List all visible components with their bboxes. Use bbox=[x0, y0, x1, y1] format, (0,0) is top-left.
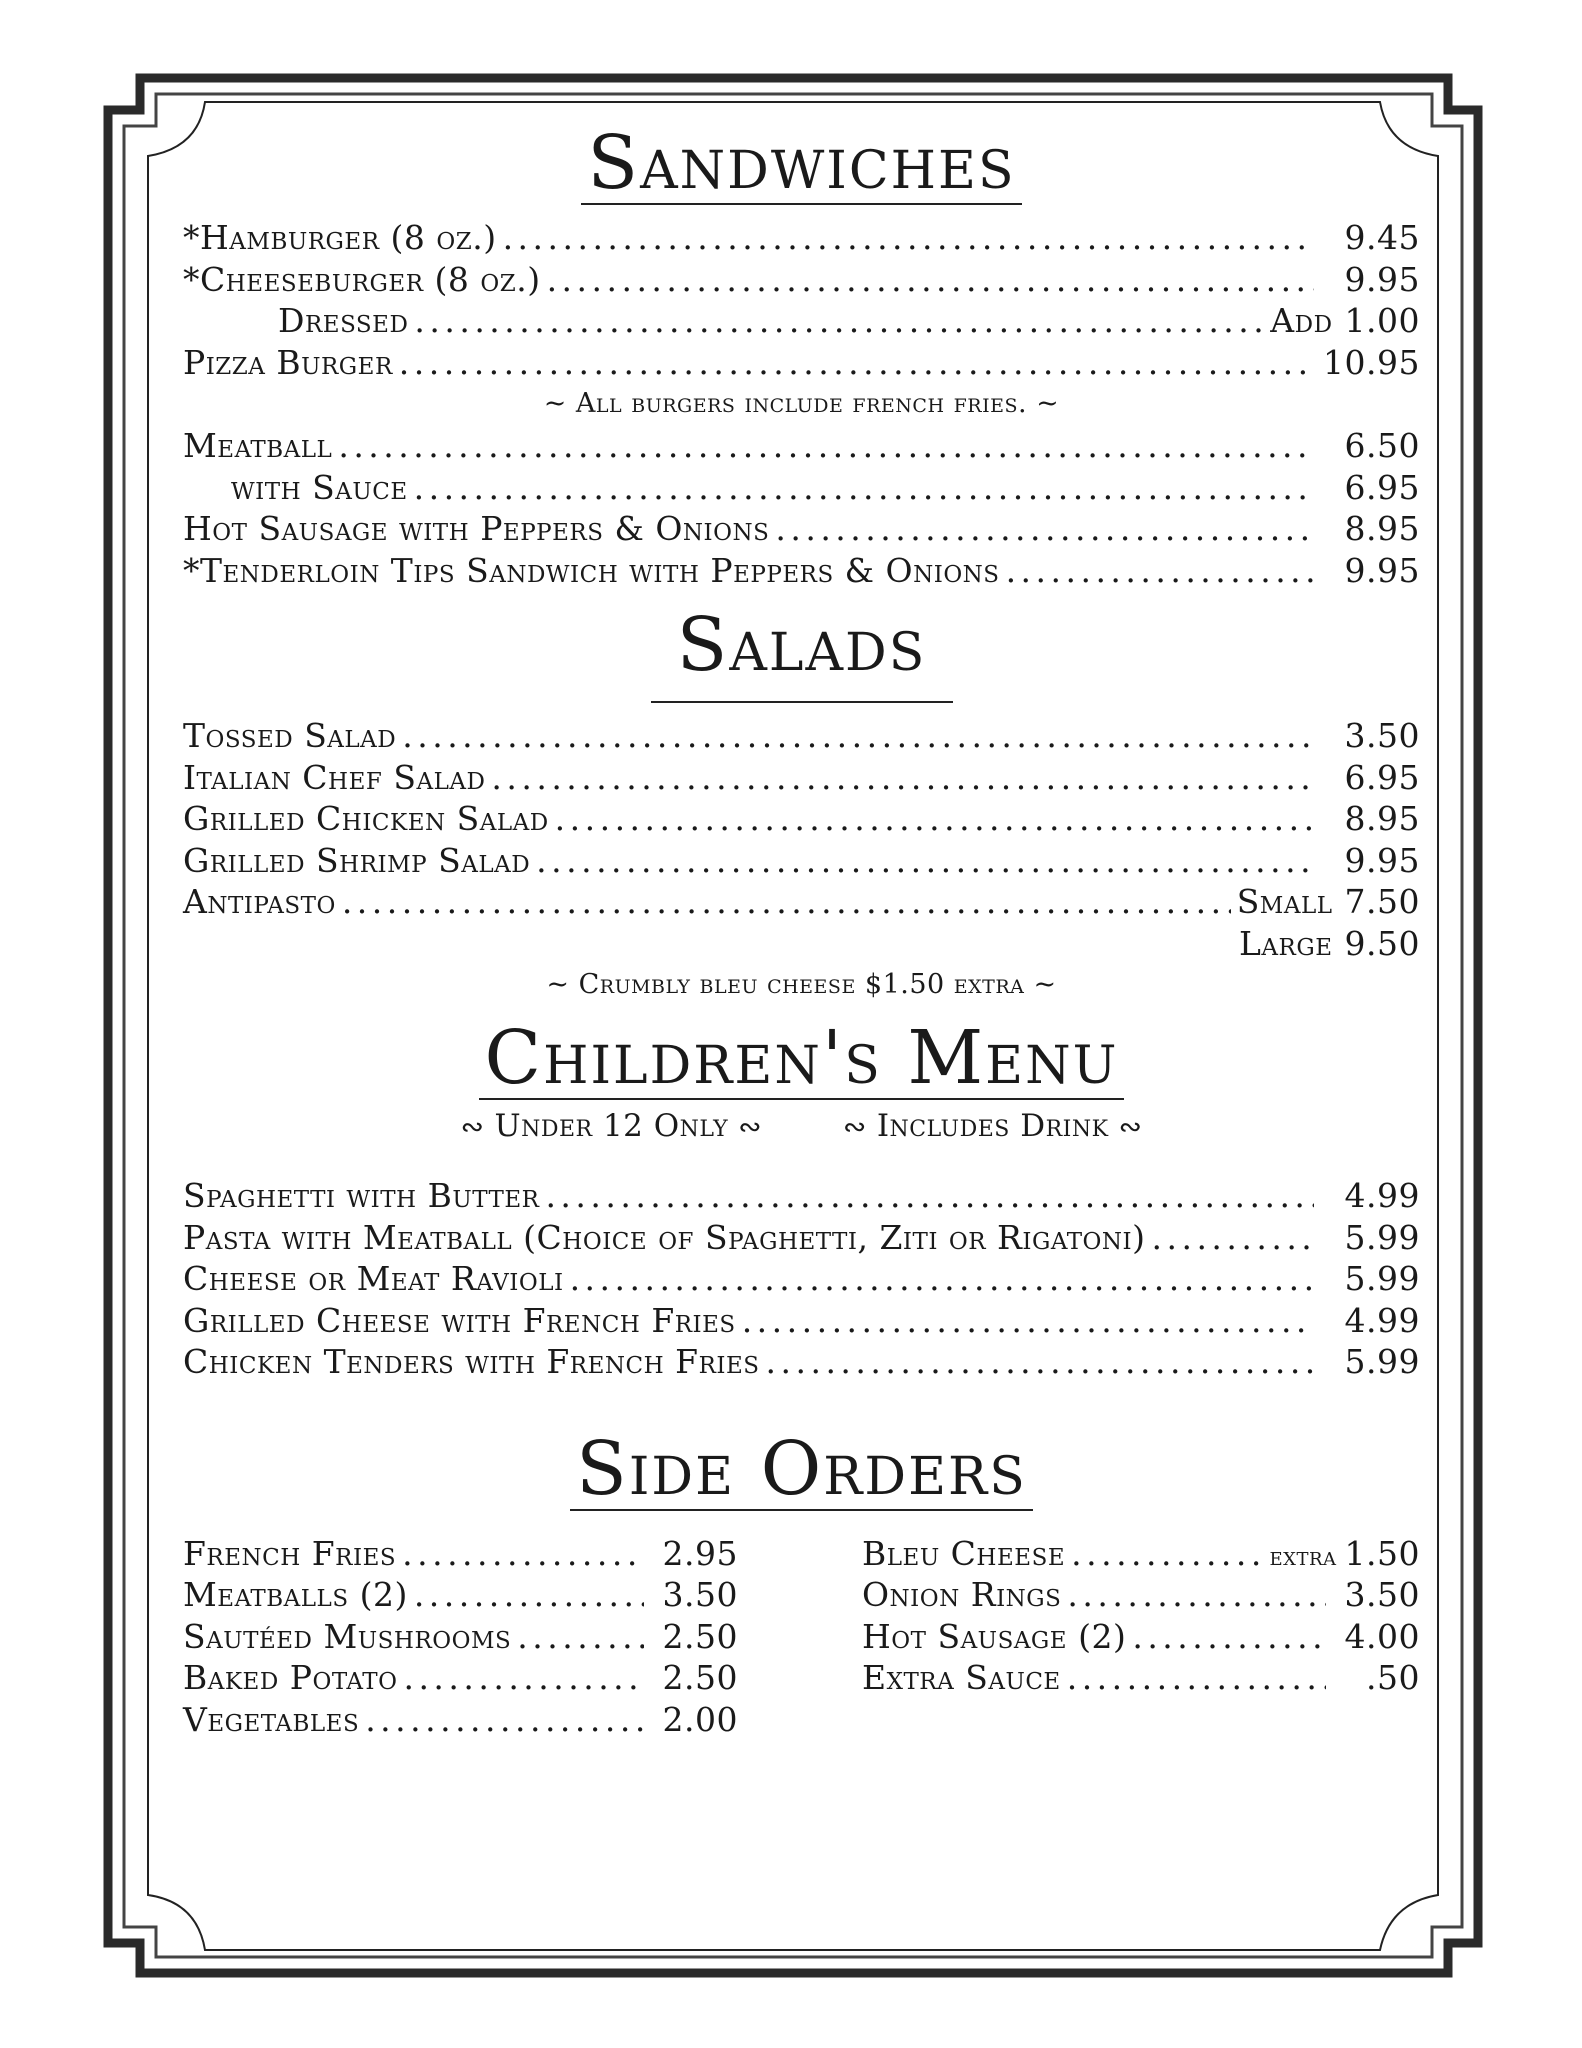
item-price: 4.00 bbox=[1344, 1616, 1420, 1656]
item-name: with Sauce bbox=[231, 467, 408, 507]
menu-item bbox=[183, 550, 1420, 592]
item-name: Chicken Tenders with French Fries bbox=[183, 1342, 760, 1381]
leader-dots bbox=[1071, 1533, 1263, 1575]
item-name: Meatball bbox=[183, 426, 333, 465]
side-orders-heading bbox=[183, 1425, 1420, 1512]
item-name: Spaghetti with Butter bbox=[183, 1176, 540, 1215]
menu-item bbox=[183, 217, 1420, 259]
salads-list bbox=[183, 715, 1420, 1006]
leader-dots bbox=[547, 259, 1314, 301]
item-name: Vegetables bbox=[183, 1699, 360, 1739]
item-name: Meatballs (2) bbox=[183, 1575, 408, 1614]
side-orders-right bbox=[862, 1533, 1420, 1741]
item-price: 3.50 bbox=[662, 1575, 738, 1614]
item-name: Tossed Salad bbox=[183, 716, 397, 755]
item-price: 5.99 bbox=[1344, 1259, 1420, 1298]
menu-item bbox=[183, 1533, 738, 1575]
item-price: 9.95 bbox=[1344, 259, 1420, 299]
item-price: 6.95 bbox=[1344, 467, 1420, 507]
leader-dots bbox=[545, 1175, 1314, 1217]
item-name: Sautéed Mushrooms bbox=[183, 1616, 512, 1656]
item-price: 9.95 bbox=[1344, 550, 1420, 590]
item-price: 10.95 bbox=[1323, 342, 1420, 382]
leader-dots bbox=[491, 757, 1314, 799]
menu-item bbox=[183, 300, 1420, 342]
item-name: Antipasto bbox=[183, 882, 336, 921]
menu-item bbox=[183, 1699, 738, 1741]
leader-dots bbox=[414, 467, 1314, 509]
item-name: *Hamburger (8 oz.) bbox=[183, 218, 497, 257]
flourish-icon: ∾ bbox=[738, 1110, 763, 1143]
menu-item bbox=[183, 342, 1420, 384]
item-name: Hot Sausage with Peppers & Onions bbox=[183, 509, 770, 548]
menu-item bbox=[183, 425, 1420, 467]
leader-dots bbox=[1067, 1574, 1326, 1616]
salads-title: Salads bbox=[676, 602, 927, 688]
leader-dots bbox=[555, 798, 1314, 840]
leader-dots bbox=[403, 1657, 644, 1699]
item-name: Grilled Shrimp Salad bbox=[183, 840, 531, 880]
leader-dots bbox=[342, 881, 1231, 923]
item-price: 8.95 bbox=[1344, 799, 1420, 838]
menu-item bbox=[183, 881, 1420, 923]
item-price: 2.50 bbox=[662, 1616, 738, 1656]
item-price: 2.95 bbox=[662, 1533, 738, 1573]
menu-item bbox=[862, 1533, 1420, 1575]
menu-item bbox=[183, 1616, 738, 1658]
item-name: *Cheeseburger (8 oz.) bbox=[183, 259, 541, 299]
menu-item bbox=[183, 259, 1420, 301]
sandwiches-heading bbox=[183, 120, 1420, 206]
item-price: .50 bbox=[1366, 1658, 1420, 1697]
item-name: Cheese or Meat Ravioli bbox=[183, 1259, 564, 1298]
menu-item bbox=[183, 1175, 1420, 1217]
item-name: Extra Sauce bbox=[862, 1658, 1061, 1697]
item-price: 5.99 bbox=[1344, 1217, 1420, 1257]
item-name: Bleu Cheese bbox=[862, 1533, 1066, 1573]
menu-item bbox=[862, 1574, 1420, 1616]
item-price: 4.99 bbox=[1344, 1176, 1420, 1215]
flourish-icon: ∾ bbox=[460, 1110, 485, 1143]
menu-item bbox=[183, 757, 1420, 799]
sandwiches-title: Sandwiches bbox=[581, 123, 1021, 205]
item-name: French Fries bbox=[183, 1533, 397, 1573]
item-name: Pizza Burger bbox=[183, 342, 393, 382]
menu-item bbox=[183, 508, 1420, 550]
leader-dots bbox=[536, 840, 1314, 882]
menu-item bbox=[183, 923, 1420, 965]
menu-item bbox=[183, 1258, 1420, 1300]
menu-item bbox=[183, 1217, 1420, 1259]
menu-item bbox=[183, 798, 1420, 840]
item-price: 2.00 bbox=[662, 1699, 738, 1739]
leader-dots bbox=[414, 1574, 644, 1616]
menu-item bbox=[862, 1657, 1420, 1699]
item-price: 5.99 bbox=[1344, 1342, 1420, 1381]
menu-item bbox=[183, 1574, 738, 1616]
item-name: *Tenderloin Tips Sandwich with Peppers & Onions bbox=[183, 550, 1000, 590]
leader-dots bbox=[570, 1258, 1314, 1300]
item-price: 9.45 bbox=[1344, 218, 1420, 257]
item-price: 2.50 bbox=[662, 1658, 738, 1697]
item-price-prefix: Add bbox=[1270, 301, 1333, 340]
item-size: Small bbox=[1236, 882, 1333, 921]
menu-item bbox=[183, 467, 1420, 509]
item-price-prefix: extra bbox=[1269, 1541, 1337, 1571]
leader-dots bbox=[775, 508, 1314, 550]
menu-item bbox=[183, 1341, 1420, 1383]
item-price: 1.00 bbox=[1344, 301, 1420, 340]
menu-item bbox=[183, 840, 1420, 882]
bleu-cheese-note: ~ Crumbly bleu cheese $1.50 extra ~ bbox=[546, 969, 1057, 1000]
leader-dots bbox=[338, 425, 1314, 467]
leader-dots bbox=[1152, 1217, 1315, 1259]
side-orders-left bbox=[183, 1533, 738, 1741]
side-orders-title: Side Orders bbox=[570, 1429, 1033, 1511]
item-price: 3.50 bbox=[1344, 716, 1420, 755]
item-name: Onion Rings bbox=[862, 1575, 1062, 1614]
leader-dots bbox=[742, 1300, 1314, 1342]
leader-dots bbox=[402, 715, 1314, 757]
item-name: Hot Sausage (2) bbox=[862, 1616, 1127, 1656]
childrens-menu-heading bbox=[183, 1015, 1420, 1101]
leader-dots bbox=[766, 1341, 1314, 1383]
sandwiches-list bbox=[183, 217, 1420, 591]
item-price: 3.50 bbox=[1344, 1575, 1420, 1614]
menu-item bbox=[862, 1616, 1420, 1658]
menu-item bbox=[183, 715, 1420, 757]
leader-dots bbox=[1067, 1657, 1326, 1699]
salads-heading bbox=[183, 602, 1420, 688]
item-size: Large bbox=[1239, 923, 1333, 963]
item-name: Grilled Cheese with French Fries bbox=[183, 1300, 736, 1340]
item-name: Italian Chef Salad bbox=[183, 757, 486, 797]
burger-note: ~ All burgers include french fries. ~ bbox=[543, 388, 1060, 419]
leader-dots bbox=[399, 342, 1314, 384]
childrens-list bbox=[183, 1175, 1420, 1383]
menu-item bbox=[183, 1657, 738, 1699]
leader-dots bbox=[414, 300, 1264, 342]
leader-dots bbox=[365, 1699, 644, 1741]
menu-item bbox=[183, 1300, 1420, 1342]
item-price: 7.50 bbox=[1344, 882, 1420, 921]
childrens-menu-subtitle bbox=[183, 1104, 1420, 1149]
item-price: 1.50 bbox=[1344, 1533, 1420, 1573]
item-price: 9.50 bbox=[1344, 923, 1420, 963]
item-name: Pasta with Meatball (Choice of Spaghetti, Ziti or Rigatoni) bbox=[183, 1217, 1146, 1257]
drink-note: Includes Drink bbox=[876, 1108, 1109, 1144]
flourish-icon: ∾ bbox=[1118, 1110, 1143, 1143]
item-price: 8.95 bbox=[1344, 509, 1420, 548]
leader-dots bbox=[1006, 550, 1314, 592]
item-price: 4.99 bbox=[1344, 1300, 1420, 1340]
item-name: Baked Potato bbox=[183, 1658, 398, 1697]
leader-dots bbox=[1132, 1616, 1326, 1658]
item-name: Dressed bbox=[278, 301, 409, 340]
item-name: Grilled Chicken Salad bbox=[183, 799, 549, 838]
menu-page bbox=[183, 115, 1420, 1740]
side-orders-columns bbox=[183, 1533, 1420, 1741]
item-price: 6.95 bbox=[1344, 757, 1420, 797]
age-limit-note: Under 12 Only bbox=[494, 1108, 729, 1144]
leader-dots bbox=[517, 1616, 644, 1658]
leader-dots bbox=[402, 1533, 644, 1575]
item-price: 6.50 bbox=[1344, 426, 1420, 465]
item-price: 9.95 bbox=[1344, 840, 1420, 880]
childrens-menu-title: Children's Menu bbox=[479, 1018, 1125, 1100]
flourish-icon: ∾ bbox=[842, 1110, 867, 1143]
leader-dots bbox=[503, 217, 1314, 259]
